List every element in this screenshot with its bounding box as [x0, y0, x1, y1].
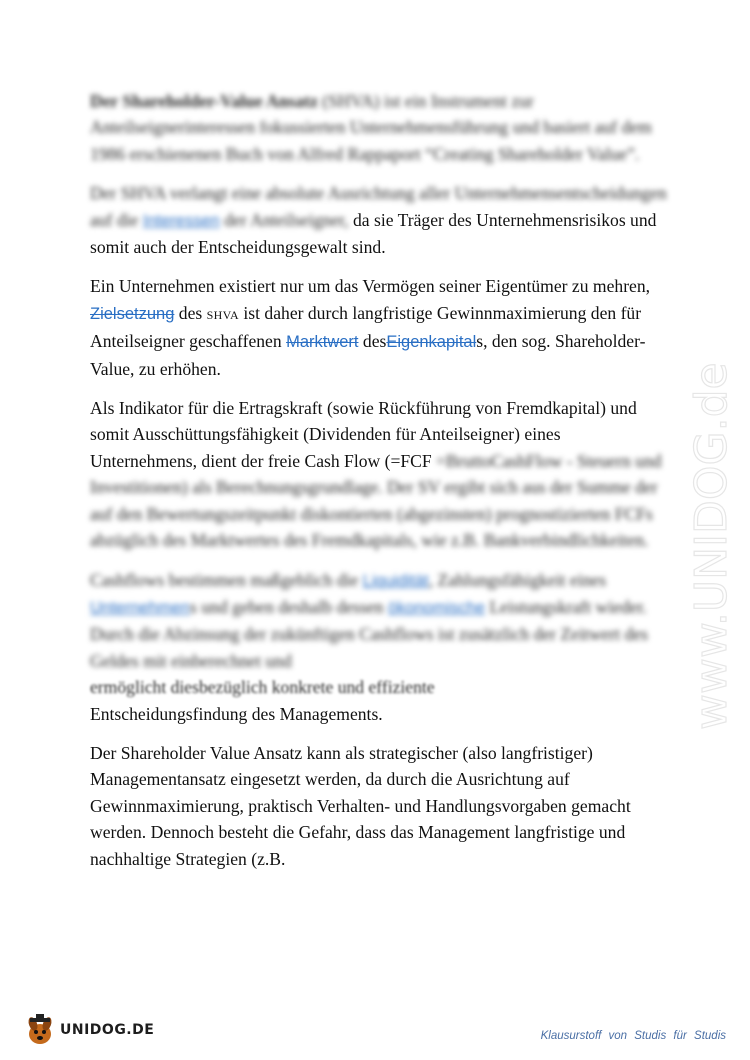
link-marktwert[interactable]: Marktwert	[286, 333, 359, 352]
orientation-clear-text: da sie Träger des Unternehmensrisikos und somit auch der Entscheidungsgewalt sind.	[90, 209, 657, 258]
purpose-text-c: ist daher durch langfristige Gewinnmaximierung den für Anteilseigner geschaffenen	[90, 302, 642, 352]
document-body	[90, 88, 670, 885]
orientation-blurred-text-2: der Anteilseigner,	[224, 209, 349, 230]
liquidity-blurred-c: s und geben deshalb dessen	[189, 596, 384, 617]
link-eigenkapital[interactable]: Eigenkapital	[386, 333, 477, 352]
paragraph-intro	[90, 88, 670, 167]
link-interessen[interactable]: Interessen	[142, 211, 220, 230]
intro-text: (SHVA) ist ein Instrument zur Anteilseignerinteressen fokussierten Unternehmensführung und basiert auf dem 1986 erschienenen Buch von Alfred Rappaport “Creating Shareholder Value”.	[90, 91, 652, 164]
orientation-blurred-text: Der SHVA verlangt eine absolute Ausrichtung aller Unternehmensentscheidungen auf die	[90, 183, 667, 230]
link-liquiditaet[interactable]: Liquidität	[362, 571, 429, 590]
purpose-text-e: s, den sog. Shareholder-Value, zu erhöhen.	[90, 331, 646, 379]
cashflow-blurred-text: =BruttoCashFlow - Steuern und Investitionen) als Berechnungsgrundlage. Der SV ergibt sich aus der Summe der auf den Bewertungszeitpunkt diskontierten (abgezinsten) prognostizierten FCFs abzüglich des Marktwertes des Fremdkapitals, wie z.B. Bankverbindlichkeiten.	[90, 450, 662, 551]
footer-tagline: Klausurstoff von Studis für Studis	[540, 1030, 726, 1042]
link-unternehmen[interactable]: Unternehmen	[90, 598, 190, 617]
purpose-text-b: des	[178, 302, 203, 323]
purpose-text-a: Ein Unternehmen existiert nur um das Vermögen seiner Eigentümer zu mehren,	[90, 276, 651, 297]
watermark	[668, 300, 748, 740]
watermark-graphic	[668, 300, 748, 740]
abbr-shva: SHVA	[206, 307, 239, 322]
intro-bold-term: Der Shareholder-Value Ansatz	[90, 91, 318, 111]
logo-text: UNIDOG.DE	[60, 1022, 155, 1038]
dog-mascot-icon	[22, 1012, 58, 1048]
link-zielsetzung[interactable]: Zielsetzung	[90, 304, 175, 323]
footer-logo[interactable]	[22, 1012, 154, 1048]
liquidity-blurred-a: Cashflows bestimmen maßgeblich die	[90, 569, 359, 590]
liquidity-clear-text: Entscheidungsfindung des Managements.	[90, 703, 383, 724]
liquidity-partial-line: ermöglicht diesbezüglich konkrete und effiziente	[90, 677, 435, 698]
paragraph-liquidity	[90, 567, 670, 727]
cashflow-clear-text: Als Indikator für die Ertragskraft (sowie Rückführung von Fremdkapital) und somit Ausschüttungsfähigkeit (Dividenden für Anteilseigner) eines Unternehmens, dient der freie Cash Flow (=FCF	[90, 398, 637, 471]
link-oekonomische[interactable]: ökonomische	[387, 598, 486, 617]
liquidity-blurred-d: Leistungskraft wieder. Durch die Abzinsung der zukünftigen Cashflows ist zusätzlich der Zeitwert des Geldes mit einberechnet und	[90, 596, 648, 671]
purpose-text-d: des	[362, 331, 387, 352]
paragraph-company-purpose	[90, 273, 670, 382]
strategy-clear-text: Der Shareholder Value Ansatz kann als strategischer (also langfristiger) Managementansatz eingesetzt werden, da durch die Ausrichtung auf Gewinnmaximierung, praktisch Verhalten- und Handlungsvorgaben gemacht werden. Dennoch besteht die Gefahr, dass das Management langfristige und nachhaltige Strategien (z.B.	[90, 742, 631, 869]
paragraph-strategy	[90, 740, 670, 872]
liquidity-blurred-b: , Zahlungsfähigkeit eines	[428, 569, 607, 590]
paragraph-cash-flow	[90, 395, 670, 553]
watermark-text: www.UNIDOG.de	[686, 362, 737, 730]
paragraph-shva-orientation	[90, 180, 670, 260]
